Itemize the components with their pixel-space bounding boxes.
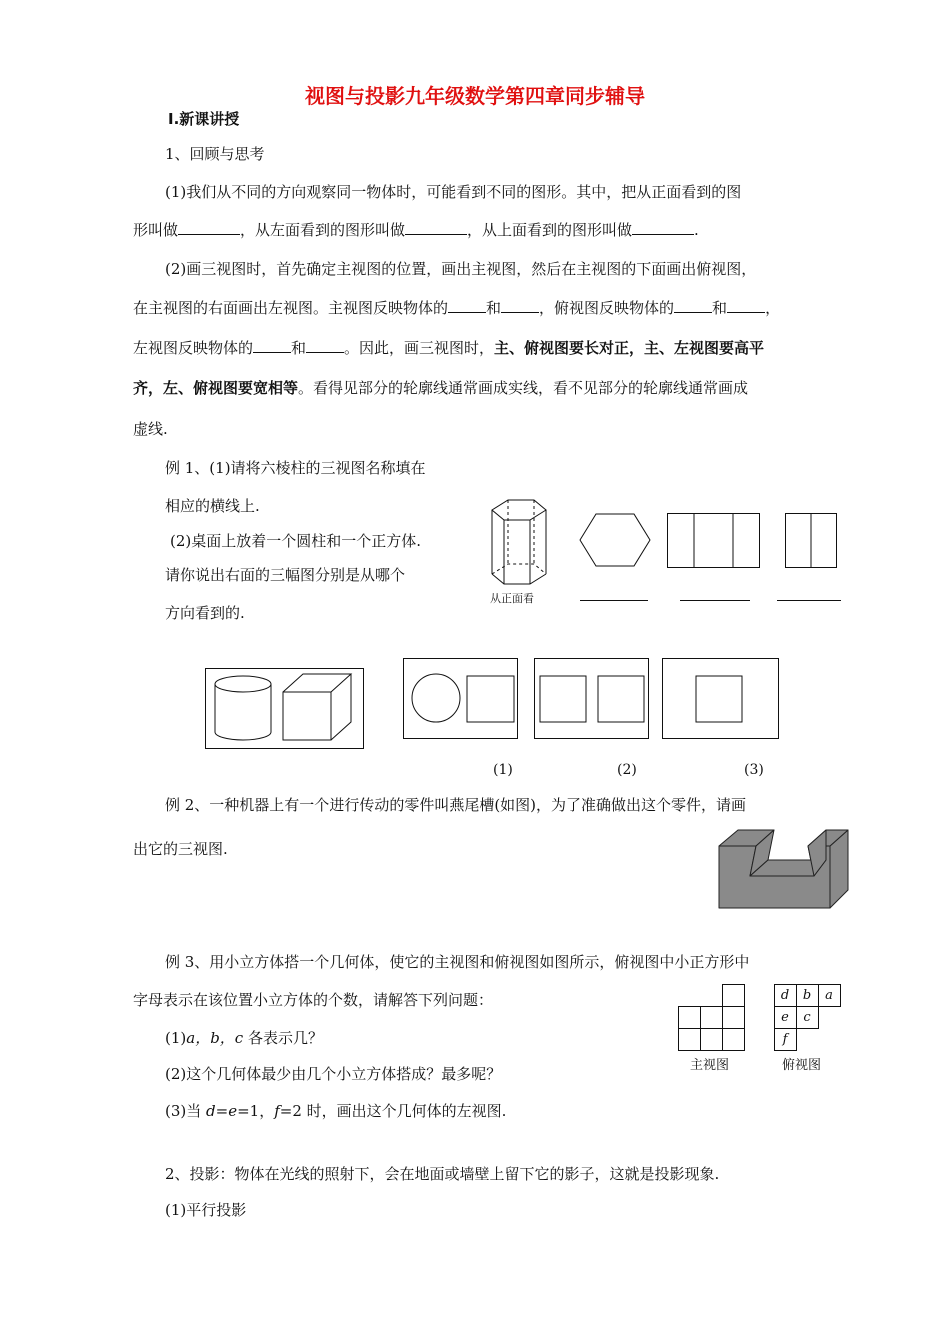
grid-letter-c: c bbox=[803, 1010, 811, 1025]
q1-line1: (1)我们从不同的方向观察同一物体时，可能看到不同的图形。其中，把从正面看到的图 bbox=[165, 183, 742, 201]
text: 在主视图的右面画出左视图。主视图反映物体的 bbox=[133, 299, 449, 317]
blank-line bbox=[253, 338, 291, 353]
ex2-line1: 例 2、一种机器上有一个进行传动的零件叫燕尾槽(如图)，为了准确做出这个零件，请画 bbox=[165, 796, 747, 814]
grid-letter-b: b bbox=[802, 988, 812, 1003]
text: (1) bbox=[165, 1029, 187, 1047]
projection-intro: 2、投影：物体在光线的照射下，会在地面或墙壁上留下它的影子，这就是投影现象. bbox=[165, 1165, 720, 1183]
grid-letter-f: f bbox=[782, 1032, 788, 1047]
text: =1， bbox=[237, 1102, 275, 1120]
bold-rule-text: 齐，左、俯视图要宽相等 bbox=[133, 379, 299, 397]
blank-line bbox=[306, 338, 344, 353]
q2-line4 bbox=[133, 369, 748, 407]
text: ，从上面看到的图形叫做 bbox=[467, 221, 633, 239]
subheading-review: 1、回顾与思考 bbox=[165, 145, 265, 163]
text: 。看得见部分的轮廓线通常画成实线，看不见部分的轮廓线通常画成 bbox=[298, 379, 749, 397]
ex3-q2: (2)这个几何体最少由几个小立方体搭成？最多呢？ bbox=[165, 1065, 502, 1083]
dovetail-groove-figure bbox=[718, 828, 850, 910]
view-1-figure bbox=[403, 658, 519, 740]
ex1-line4: 请你说出右面的三幅图分别是从哪个 bbox=[165, 566, 406, 584]
ex1-line1: 例 1、(1)请将六棱柱的三视图名称填在 bbox=[165, 459, 426, 477]
front-view-grid bbox=[677, 984, 747, 1054]
top-view-caption: 俯视图 bbox=[782, 1058, 822, 1073]
grid-letter-e: e bbox=[781, 1010, 789, 1025]
text: (3)当 bbox=[165, 1102, 207, 1120]
grid-letter-d: d bbox=[780, 988, 790, 1003]
blank-line bbox=[727, 298, 765, 313]
ex3-q3 bbox=[165, 1092, 506, 1130]
view-3-figure bbox=[662, 658, 780, 740]
q2-line2 bbox=[133, 289, 780, 327]
text: ，俯视图反映物体的 bbox=[539, 299, 675, 317]
view-2-figure bbox=[534, 658, 650, 740]
text: 。因此，画三视图时， bbox=[344, 339, 495, 357]
blank-line bbox=[632, 220, 694, 235]
ex1-line3: (2)桌面上放着一个圆柱和一个正方体. bbox=[170, 532, 422, 550]
front-view-caption: 主视图 bbox=[690, 1058, 730, 1073]
answer-blank bbox=[777, 600, 841, 601]
ex2-line2: 出它的三视图. bbox=[133, 840, 228, 858]
rectangle-three-part-view bbox=[667, 513, 761, 569]
text: = bbox=[215, 1102, 229, 1120]
blank-line bbox=[178, 220, 240, 235]
bold-rule-text: 主、俯视图要长对正，主、左视图要高平 bbox=[494, 339, 765, 357]
variables: a，b，c bbox=[186, 1029, 244, 1047]
text: 左视图反映物体的 bbox=[133, 339, 254, 357]
view-label-3: (3) bbox=[744, 762, 764, 778]
view-label-2: (2) bbox=[617, 762, 637, 778]
text: =2 时，画出这个几何体的左视图. bbox=[279, 1102, 507, 1120]
section-heading: Ⅰ.新课讲授 bbox=[168, 110, 240, 128]
text: 各表示几？ bbox=[243, 1029, 323, 1047]
q2-line1: (2)画三视图时，首先确定主视图的位置，画出主视图，然后在主视图的下面画出俯视图， bbox=[165, 260, 757, 278]
q2-line5: 虚线. bbox=[133, 420, 168, 438]
view-label-1: (1) bbox=[493, 762, 513, 778]
ex3-q1 bbox=[165, 1019, 323, 1057]
ex3-line1: 例 3、用小立方体搭一个几何体，使它的主视图和俯视图如图所示，俯视图中小正方形中 bbox=[165, 953, 750, 971]
q2-line3 bbox=[133, 329, 764, 367]
hexagon-view bbox=[578, 512, 653, 572]
ex1-line2: 相应的横线上. bbox=[165, 497, 260, 515]
text: . bbox=[694, 221, 699, 239]
rectangle-two-part-view bbox=[785, 513, 839, 569]
variable-e: e bbox=[228, 1102, 238, 1120]
blank-line bbox=[405, 220, 467, 235]
text: 和 bbox=[486, 299, 502, 317]
parallel-projection-heading: (1)平行投影 bbox=[165, 1201, 247, 1219]
text: 和 bbox=[291, 339, 307, 357]
cylinder-cube-figure bbox=[205, 668, 365, 750]
ex1-line5: 方向看到的. bbox=[165, 604, 245, 622]
blank-line bbox=[448, 298, 486, 313]
page-title: 视图与投影九年级数学第四章同步辅导 bbox=[305, 84, 645, 108]
grid-letter-a: a bbox=[825, 988, 833, 1003]
hexagonal-prism-figure bbox=[486, 498, 556, 588]
q1-line2 bbox=[133, 211, 699, 249]
answer-blank bbox=[680, 600, 750, 601]
variable-f: f bbox=[274, 1102, 280, 1120]
text: 形叫做 bbox=[133, 221, 179, 239]
text: ，从左面看到的图形叫做 bbox=[240, 221, 406, 239]
text: 和 bbox=[712, 299, 728, 317]
text: ， bbox=[765, 299, 781, 317]
blank-line bbox=[501, 298, 539, 313]
ex3-line2: 字母表示在该位置小立方体的个数，请解答下列问题： bbox=[133, 991, 494, 1009]
variable-d: d bbox=[206, 1102, 216, 1120]
blank-line bbox=[674, 298, 712, 313]
answer-blank bbox=[580, 600, 648, 601]
prism-caption: 从正面看 bbox=[490, 592, 534, 605]
